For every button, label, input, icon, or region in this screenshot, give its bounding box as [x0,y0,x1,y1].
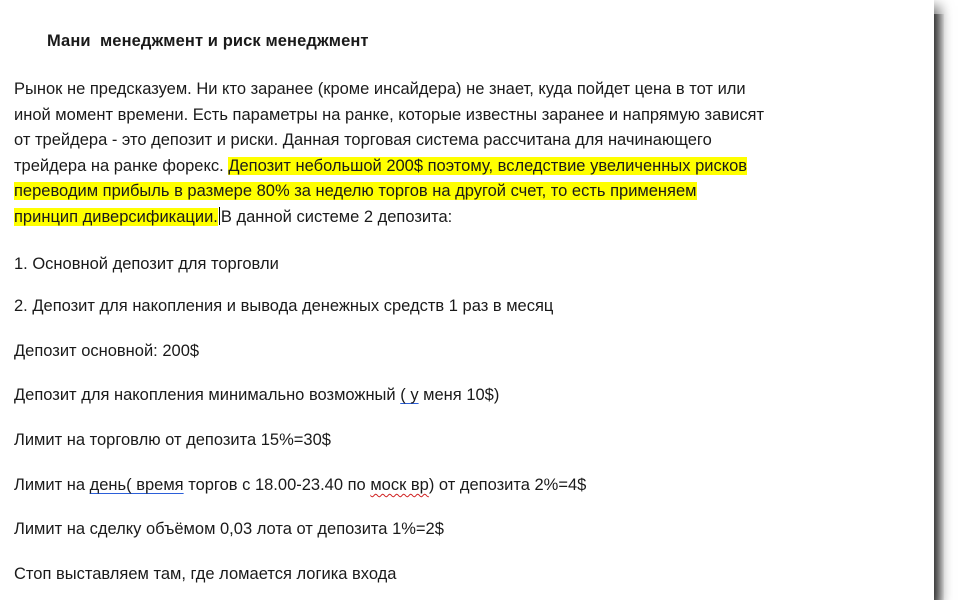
list-item-2: 2. Депозит для накопления и вывода денежных средств 1 раз в месяц [14,297,554,315]
intro-line-3: от трейдера - это депозит и риски. Данная торговая система рассчитана для начинающего [14,131,712,149]
highlighted-text: принцип диверсификации. [14,207,218,226]
intro-line-4-plain: трейдера на ранке форекс. [14,156,229,175]
stop-line: Стоп выставляем там, где ломается логика входа [14,565,397,583]
highlighted-text: Депозит небольшой 200$ поэтому, вследствие увеличенных рисков [228,156,748,175]
list-item-1: 1. Основной депозит для торговли [14,255,279,273]
limit-day-line [14,476,586,495]
limit-day-part-2: торгов с 18.00-23.40 по [183,476,371,494]
grammar-underline[interactable]: день( время [89,476,184,494]
deposit-savings-before: Депозит для накопления минимально возможный [14,386,401,404]
deposit-main-line: Депозит основной: 200$ [14,342,200,360]
deposit-savings-line [14,386,499,405]
intro-line-1: Рынок не предсказуем. Ни кто заранее (кроме инсайдера) не знает, куда пойдет цена в тот или [14,80,746,98]
intro-line-6 [14,205,919,231]
limit-deal-line: Лимит на сделку объёмом 0,03 лота от депозита 1%=2$ [14,520,444,538]
limit-day-part-1: Лимит на [14,476,90,494]
grammar-underline[interactable]: ( у [400,386,419,404]
text-cursor [219,207,220,225]
highlighted-text: переводим прибыль в размере 80% за неделю торгов на другой счет, то есть применяем [14,182,697,200]
deposit-savings-after: меня 10$) [418,386,500,404]
intro-paragraph [14,77,919,230]
limit-day-part-3: ) от депозита 2%=4$ [428,476,587,494]
intro-line-4 [14,154,919,180]
limit-trade-line: Лимит на торговлю от депозита 15%=30$ [14,431,331,449]
intro-line-6-plain: В данной системе 2 депозита: [220,207,453,226]
intro-line-5 [14,179,919,205]
intro-line-2: иной момент времени. Есть параметры на ранке, которые известны заранее и напрямую зависят [14,105,765,124]
document-title: Мани менеджмент и риск менеджмент [47,32,369,50]
spelling-underline[interactable]: моск вр [370,476,429,494]
